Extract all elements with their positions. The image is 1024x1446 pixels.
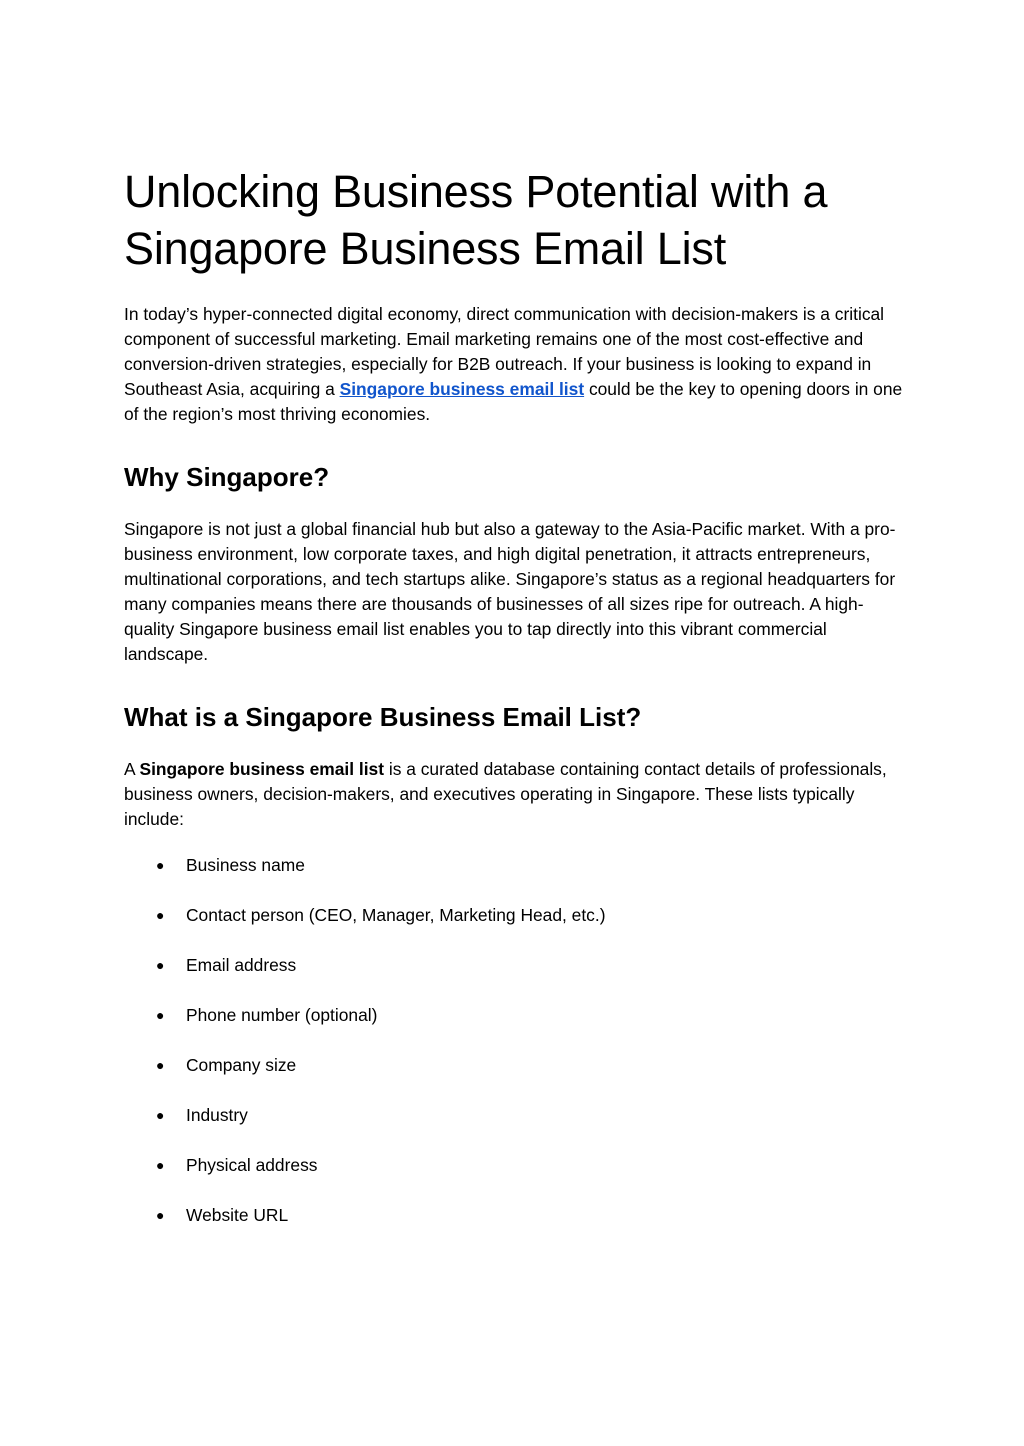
list-item-text: Industry xyxy=(186,1105,248,1125)
why-singapore-paragraph: Singapore is not just a global financial hub but also a gateway to the Asia-Pacific market. With a pro-business environment, low corporate taxes, and high digital penetration, it attracts entrepreneurs, multinational corporations, and tech startups alike. Singapore’s status as a regional headquarters for many companies means there are thousands of businesses of all sizes ripe for outreach. A high-quality Singapore business email list enables you to tap directly into this vibrant commercial landscape. xyxy=(124,519,896,664)
list-item xyxy=(124,1100,824,1150)
list-item xyxy=(124,850,824,900)
list-item xyxy=(124,1000,824,1050)
list-item-text: Company size xyxy=(186,1055,297,1075)
list-item-text: Physical address xyxy=(186,1155,318,1175)
what-is-list-paragraph xyxy=(124,757,906,832)
list-item xyxy=(124,900,824,950)
section-heading-why-singapore: Why Singapore? xyxy=(124,462,330,492)
list-item xyxy=(124,1050,824,1100)
list-item xyxy=(124,950,824,1000)
intro-text-before-link: In today’s hyper-connected digital economy, direct communication with decision-makers is a critical component of successful marketing. Email marketing remains one of the most cost-effective and conversion-driven strategies, especially for B2B outreach. If your business is looking to expand in Southeast Asia, acquiring a xyxy=(124,304,885,399)
intro-paragraph xyxy=(124,302,906,427)
bullet-icon: ● xyxy=(156,957,165,973)
bullet-icon: ● xyxy=(156,1107,165,1123)
bullet-icon: ● xyxy=(156,1007,165,1023)
bullet-icon: ● xyxy=(156,907,165,923)
bullet-icon: ● xyxy=(156,1207,165,1223)
what-is-list-bold-term: Singapore business email list xyxy=(139,759,384,779)
title-line-2: Singapore Business Email List xyxy=(124,223,727,274)
section-heading-what-is-list: What is a Singapore Business Email List? xyxy=(124,702,642,732)
singapore-email-list-link[interactable]: Singapore business email list xyxy=(339,379,585,399)
list-item xyxy=(124,1150,824,1200)
intro-text-after-link: could be the key to opening doors in one of the region’s most thriving economies. xyxy=(124,379,903,424)
what-is-list-rest: is a curated database containing contact details of professionals, business owners, decision-makers, and executives operating in Singapore. These lists typically include: xyxy=(124,759,887,829)
includes-bullet-list xyxy=(124,850,824,1250)
list-item-text: Email address xyxy=(186,955,297,975)
list-item xyxy=(124,1200,824,1250)
list-item-text: Contact person (CEO, Manager, Marketing Head, etc.) xyxy=(186,905,606,925)
page-title xyxy=(124,163,904,277)
list-item-text: Website URL xyxy=(186,1205,289,1225)
bullet-icon: ● xyxy=(156,1057,165,1073)
bullet-icon: ● xyxy=(156,857,165,873)
what-is-list-prefix: A xyxy=(124,759,140,779)
list-item-text: Business name xyxy=(186,855,305,875)
list-item-text: Phone number (optional) xyxy=(186,1005,378,1025)
bullet-icon: ● xyxy=(156,1157,165,1173)
title-line-1: Unlocking Business Potential with a xyxy=(124,166,828,217)
